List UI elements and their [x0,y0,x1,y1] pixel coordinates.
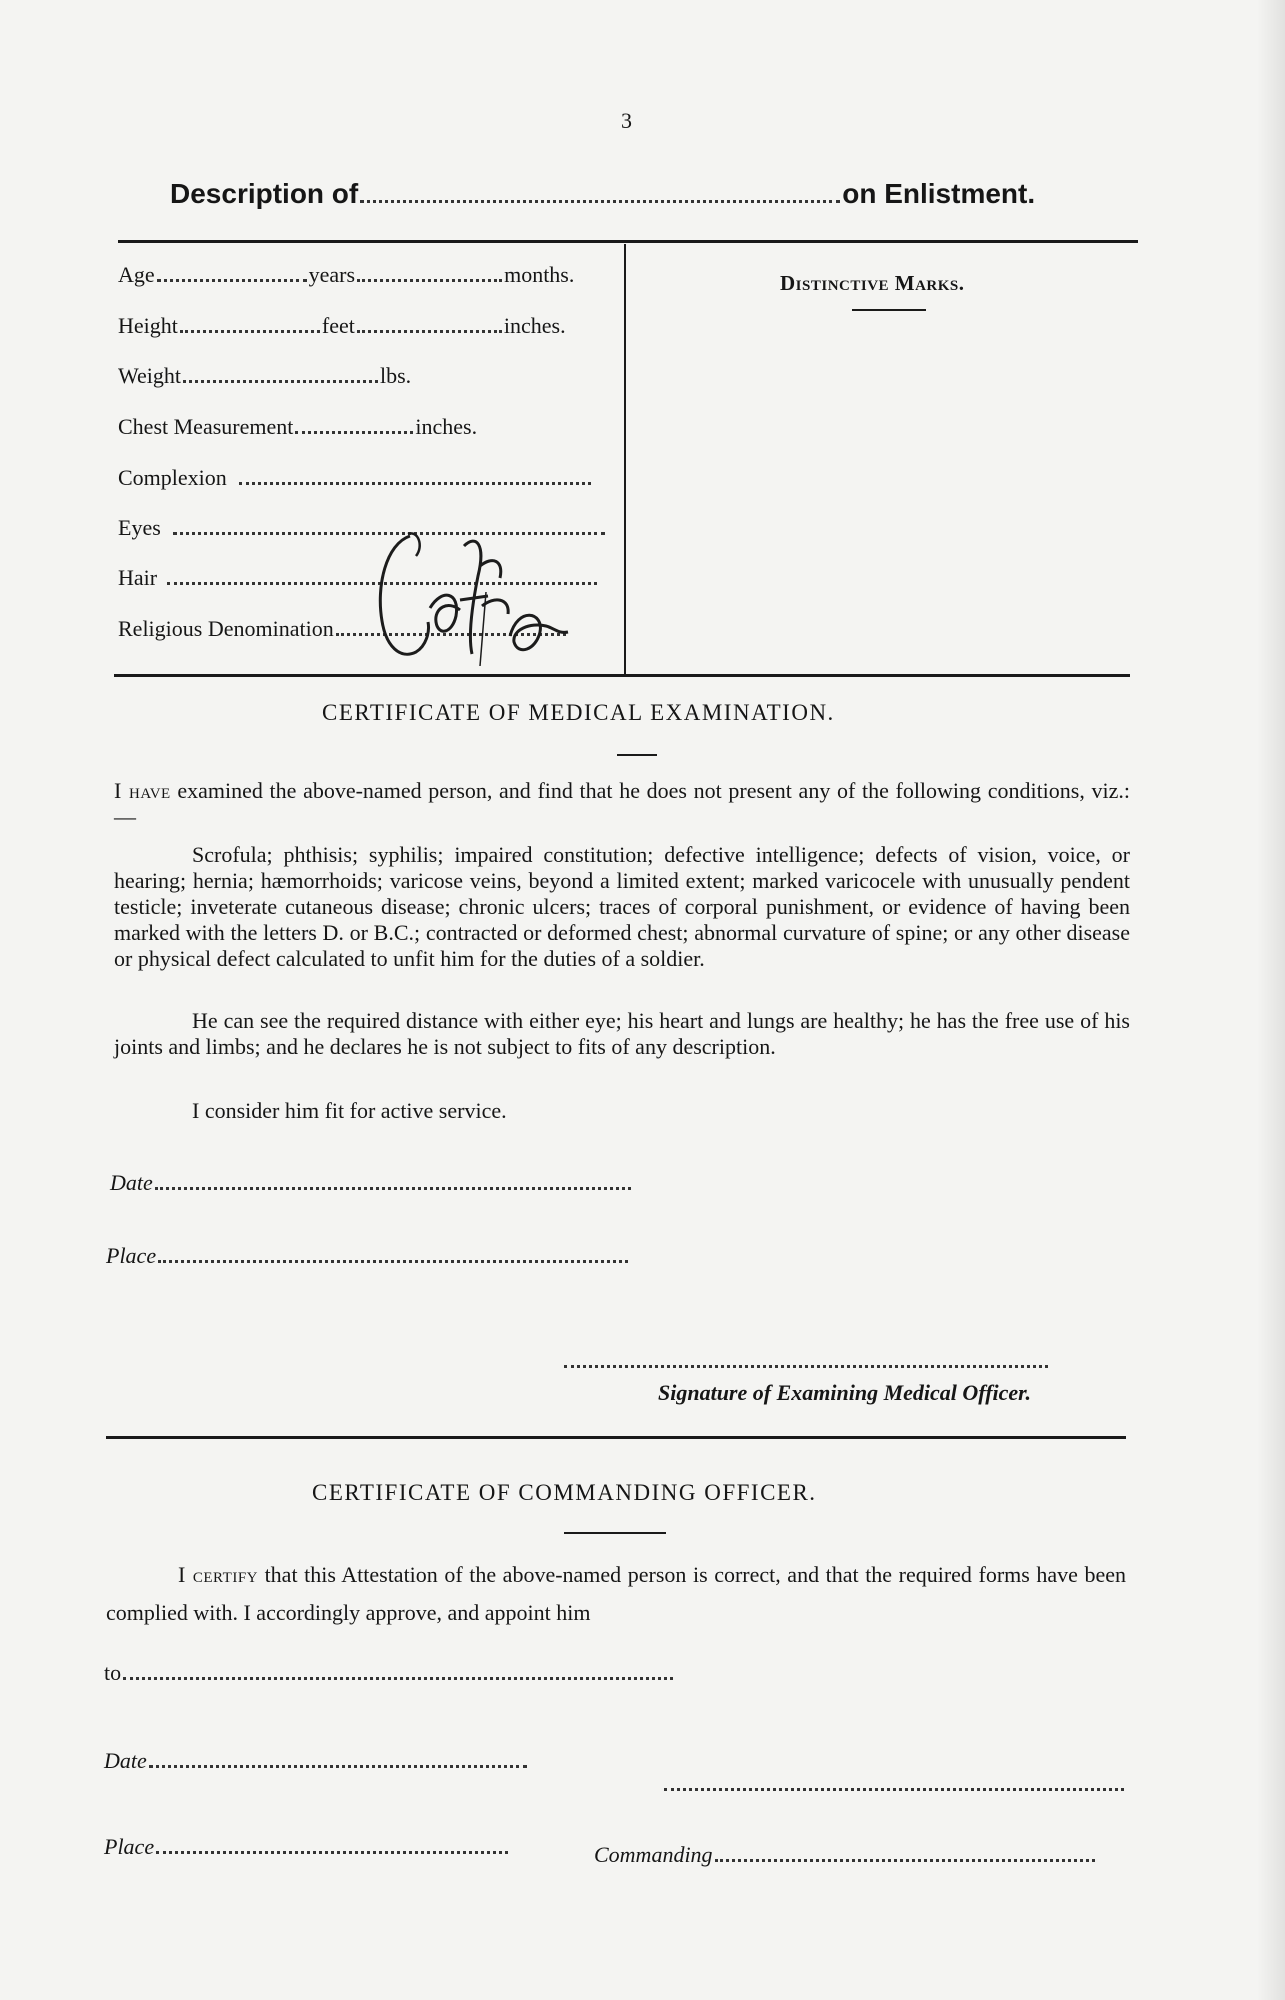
chest-inches-label: inches. [415,414,478,439]
medical-paragraph-1 [114,778,1130,830]
commanding-heading-underline [564,1532,666,1534]
commanding-to-label: to [104,1660,122,1685]
title-suffix: on Enlistment. [842,178,1036,209]
weight-field[interactable] [183,379,378,383]
medical-place-label: Place [106,1243,157,1268]
age-label: Age [118,262,155,287]
commanding-place-field[interactable] [156,1850,508,1854]
height-inches-field[interactable] [357,329,502,333]
medical-fitness-paragraph: He can see the required distance with either eye; his heart and lungs are healthy; he has the free use of his joints and limbs; and he declares he is not subject to fits of any description. [114,1008,1130,1059]
medical-date-field[interactable] [155,1186,631,1190]
header-rule [118,240,1138,243]
age-months-field[interactable] [357,278,502,282]
commanding-signature-line[interactable] [662,1778,1126,1796]
medical-date-row [110,1170,633,1196]
title-prefix: Description of [170,178,359,209]
commanding-para-lead: I certify [178,1562,258,1587]
distinctive-marks-label: Distinctive Marks. [780,271,965,295]
commanding-date-row [104,1748,529,1774]
medical-place-field[interactable] [158,1259,628,1263]
distinctive-marks-underline [852,309,926,311]
medical-heading: CERTIFICATE OF MEDICAL EXAMINATION. [322,700,835,725]
medical-para1-lead: I have [114,778,171,803]
weight-label: Weight [118,363,181,388]
commanding-place-label: Place [104,1834,155,1859]
commanding-paragraph [106,1556,1126,1632]
commanding-date-label: Date [104,1748,147,1773]
eyes-label: Eyes [118,515,161,540]
chest-label: Chest Measurement [118,414,294,439]
medical-place-row [106,1243,630,1269]
commanding-place-row [104,1834,510,1860]
commanding-label: Commanding [594,1842,713,1867]
commanding-to-field[interactable] [123,1676,673,1680]
commanding-heading: CERTIFICATE OF COMMANDING OFFICER. [312,1480,817,1505]
description-title [170,178,1035,210]
page-edge-shadow [1257,0,1285,2000]
handwritten-signature-icon [368,526,588,666]
medical-para1-rest: examined the above-named person, and find that he does not present any of the following conditions, viz.:— [114,778,1131,829]
medical-signature-caption: Signature of Examining Medical Officer. [658,1380,1032,1405]
medical-consider-fit: I consider him fit for active service. [192,1098,507,1123]
age-years-field[interactable] [157,278,307,282]
height-label: Height [118,313,178,338]
description-divider-vertical [624,244,626,676]
hair-label: Hair [118,565,158,590]
name-fill-line[interactable] [360,199,840,203]
commanding-para-rest: that this Attestation of the above-named person is correct, and that the required forms have been complied with. I accordingly approve, and appoint him [106,1562,1126,1625]
medical-conditions-paragraph: Scrofula; phthisis; syphilis; impaired constitution; defective intelligence; defects of vision, voice, or hearing; hernia; hæmorrhoids; varicose veins, beyond a limited extent; marked varicocele with unusually pendent testicle; inveterate cutaneous disease; chronic ulcers; traces of corporal punishment, or evidence of having been marked with the letters D. or B.C.; contracted or deformed chest; abnormal curvature of spine; or any other disease or physical defect calculated to unfit him for the duties of a soldier. [114,842,1130,971]
complexion-label: Complexion [118,465,227,490]
months-label: months. [504,262,575,287]
weight-row [118,363,411,389]
chest-field[interactable] [295,430,413,434]
religion-label: Religious Denomination [118,616,334,641]
chest-row [118,414,477,440]
inches-label: inches. [503,313,566,338]
commanding-unit-row [594,1842,1097,1868]
religion-handwriting [368,526,588,666]
height-feet-field[interactable] [180,329,320,333]
medical-date-label: Date [110,1170,153,1195]
medical-bottom-rule [106,1436,1126,1439]
lbs-label: lbs. [380,363,412,388]
page-number: 3 [621,108,632,133]
commanding-to-row [104,1660,675,1686]
feet-label: feet [321,313,355,338]
age-row [118,262,574,288]
medical-signature-line[interactable] [562,1355,1050,1373]
complexion-field[interactable] [239,481,591,485]
complexion-row [118,465,593,491]
height-row [118,313,566,339]
years-label: years [308,262,356,287]
commanding-date-field[interactable] [149,1764,527,1768]
medical-heading-underline [617,754,657,756]
commanding-unit-field[interactable] [715,1858,1095,1862]
description-bottom-rule [114,674,1130,677]
